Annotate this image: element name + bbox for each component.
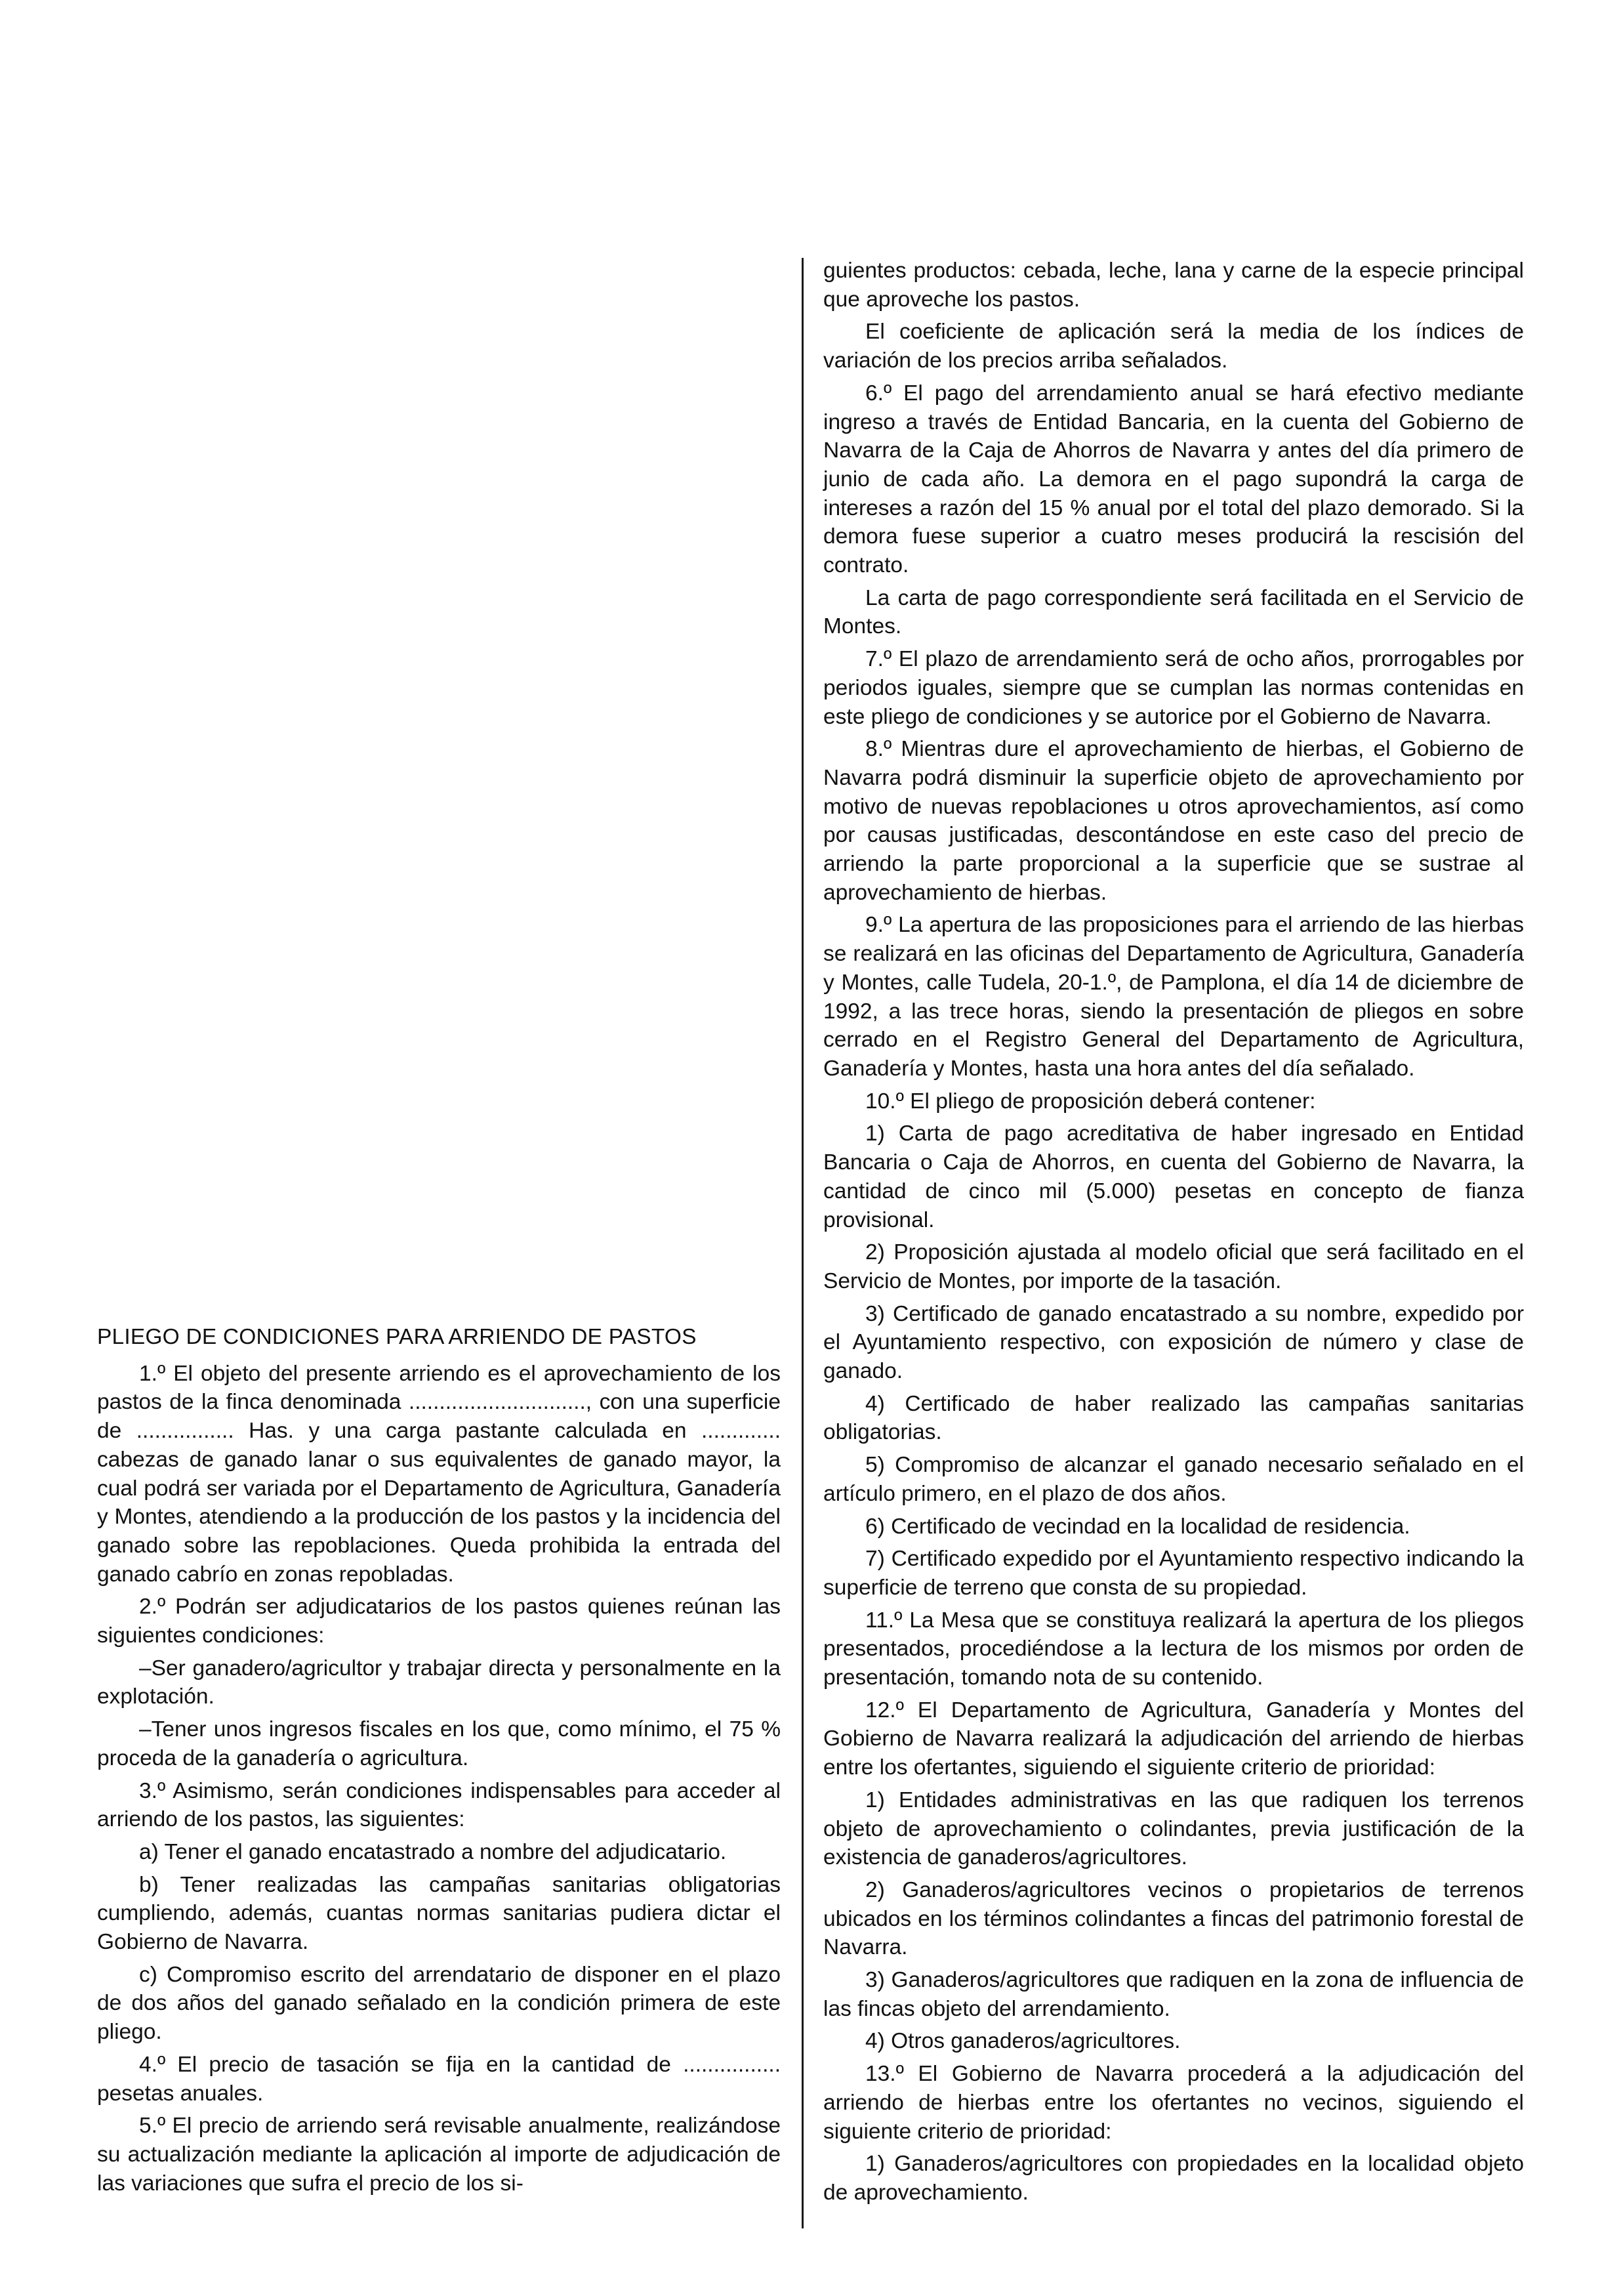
right-column: [823, 257, 1524, 2211]
clause-3-item-a: a) Tener el ganado encatastrado a nombre del adjudicatario.: [139, 1839, 727, 1864]
clause-8: 8.º Mientras dure el aprovechamiento de hierbas, el Gobierno de Navarra podrá disminuir la superficie objeto de aprovechamiento por motivo de nuevas repoblaciones u otros aprovechamientos, así como por causas justificadas, descontándose en este caso del precio de arriendo la parte proporcional a la superficie que se sustrae al aprovechamiento de hierbas.: [823, 737, 1524, 905]
clause-12-item-3: 3) Ganaderos/agricultores que radiquen en la zona de influencia de las fincas objeto del arrendamiento.: [823, 1968, 1524, 2021]
clause-10-item-3: 3) Certificado de ganado encatastrado a su nombre, expedido por el Ayuntamiento respectivo, con exposición de número y clase de ganado.: [823, 1301, 1524, 1384]
clause-13-item-1: 1) Ganaderos/agricultores con propiedades en la localidad objeto de aprovechamiento.: [823, 2152, 1524, 2205]
clause-6: 6.º El pago del arrendamiento anual se hará efectivo mediante ingreso a través de Entidad Bancaria, en la cuenta del Gobierno de Navarra de la Caja de Ahorros de Navarra y antes del día primero de junio de cada año. La demora en el pago supondrá la carga de intereses a razón del 15 % anual por el total del plazo demorado. Si la demora fuese superior a cuatro meses producirá la rescisión del contrato.: [823, 381, 1524, 578]
clause-10-item-4: 4) Certificado de haber realizado las campañas sanitarias obligatorias.: [823, 1391, 1524, 1445]
clause-5-continuation: guientes productos: cebada, leche, lana y carne de la especie principal que aproveche los pastos.: [823, 259, 1524, 312]
clause-10-item-5: 5) Compromiso de alcanzar el ganado necesario señalado en el artículo primero, en el plazo de dos años.: [823, 1453, 1524, 1506]
clause-2-condition-b: –Tener unos ingresos fiscales en los que, como mínimo, el 75 % proceda de la ganadería o agricultura.: [97, 1717, 781, 1770]
clause-5-coefficient: El coeficiente de aplicación será la media de los índices de variación de los precios arriba señalados.: [823, 320, 1524, 373]
clause-12-item-2: 2) Ganaderos/agricultores vecinos o propietarios de terrenos ubicados en los términos colindantes a fincas del patrimonio forestal de Navarra.: [823, 1877, 1524, 1960]
clause-10-item-2: 2) Proposición ajustada al modelo oficial que será facilitado en el Servicio de Montes, por importe de la tasación.: [823, 1240, 1524, 1293]
clause-13: 13.º El Gobierno de Navarra procederá a la adjudicación del arriendo de hierbas entre los ofertantes no vecinos, siguiendo el siguiente criterio de prioridad:: [823, 2062, 1524, 2144]
clause-12-item-1: 1) Entidades administrativas en las que radiquen los terrenos objeto de aprovechamiento o colindantes, previa justificación de la existencia de ganaderos/agricultores.: [823, 1787, 1524, 1870]
clause-10: 10.º El pliego de proposición deberá contener:: [865, 1089, 1316, 1114]
clause-11: 11.º La Mesa que se constituya realizará la apertura de los pliegos presentados, procediéndose a la lectura de los mismos por orden de presentación, tomando nota de su contenido.: [823, 1608, 1524, 1690]
clause-3: 3.º Asimismo, serán condiciones indispensables para acceder al arriendo de los pastos, las siguientes:: [97, 1778, 781, 1832]
clause-5: 5.º El precio de arriendo será revisable anualmente, realizándose su actualización mediante la aplicación al importe de adjudicación de las variaciones que sufra el precio de los si-: [97, 2114, 781, 2196]
clause-10-item-6: 6) Certificado de vecindad en la localidad de residencia.: [865, 1514, 1410, 1539]
document-heading: PLIEGO DE CONDICIONES PARA ARRIENDO DE PASTOS: [97, 1325, 697, 1349]
clause-7: 7.º El plazo de arrendamiento será de ocho años, prorrogables por periodos iguales, siempre que se cumplan las normas contenidas en este pliego de condiciones y se autorice por el Gobierno de Navarra.: [823, 647, 1524, 729]
column-divider: [802, 258, 804, 2228]
clause-4: 4.º El precio de tasación se fija en la cantidad de ................ pesetas anuales.: [97, 2052, 781, 2106]
clause-3-item-c: c) Compromiso escrito del arrendatario de disponer en el plazo de dos años del ganado señalado en la condición primera de este pliego.: [97, 1962, 781, 2045]
clause-12-item-4: 4) Otros ganaderos/agricultores.: [865, 2029, 1181, 2054]
clause-10-item-7: 7) Certificado expedido por el Ayuntamiento respectivo indicando la superficie de terreno que consta de su propiedad.: [823, 1547, 1524, 1600]
clause-10-item-1: 1) Carta de pago acreditativa de haber ingresado en Entidad Bancaria o Caja de Ahorros, en cuenta del Gobierno de Navarra, la cantidad de cinco mil (5.000) pesetas en concepto de fianza provisional.: [823, 1121, 1524, 1232]
clause-3-item-b: b) Tener realizadas las campañas sanitarias obligatorias cumpliendo, además, cuantas normas sanitarias pudiera dictar el Gobierno de Navarra.: [97, 1872, 781, 1955]
clause-2: 2.º Podrán ser adjudicatarios de los pastos quienes reúnan las siguientes condiciones:: [97, 1595, 781, 1648]
clause-12: 12.º El Departamento de Agricultura, Ganadería y Montes del Gobierno de Navarra realizará la adjudicación del arriendo de hierbas entre los ofertantes, siguiendo el siguiente criterio de prioridad:: [823, 1698, 1524, 1780]
clause-9: 9.º La apertura de las proposiciones para el arriendo de las hierbas se realizará en las oficinas del Departamento de Agricultura, Ganadería y Montes, calle Tudela, 20-1.º, de Pamplona, el día 14 de diciembre de 1992, a las trece horas, siendo la presentación de pliegos en sobre cerrado en el Registro General del Departamento de Agricultura, Ganadería y Montes, hasta una hora antes del día señalado.: [823, 913, 1524, 1081]
left-column: [97, 1323, 781, 2202]
clause-2-condition-a: –Ser ganadero/agricultor y trabajar directa y personalmente en la explotación.: [97, 1656, 781, 1709]
clause-1: 1.º El objeto del presente arriendo es el aprovechamiento de los pastos de la finca denominada ............................., con una superficie de ................ Has. y una carga pastante calculada en ............. cabezas de ganado lanar o sus equivalentes de ganado mayor, la cual podrá ser variada por el Departamento de Agricultura, Ganadería y Montes, atendiendo a la producción de los pastos y la incidencia del ganado sobre las repoblaciones. Queda prohibida la entrada del ganado cabrío en zonas repobladas.: [97, 1361, 781, 1587]
clause-6-payment-letter: La carta de pago correspondiente será facilitada en el Servicio de Montes.: [823, 585, 1524, 639]
